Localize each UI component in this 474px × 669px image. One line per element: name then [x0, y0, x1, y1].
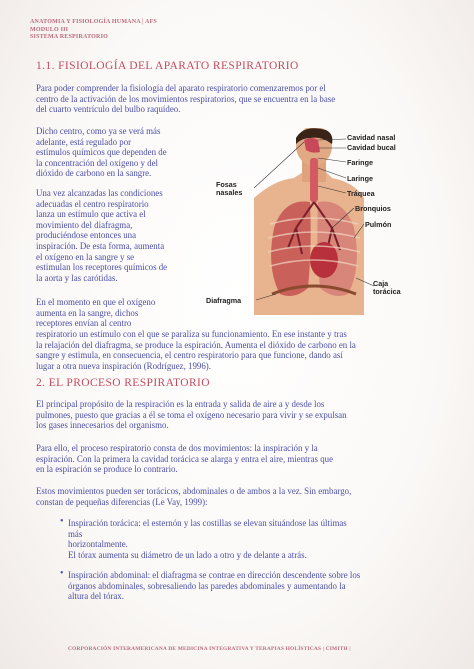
text-line: Inspiración abdominal: el diafragma se contrae en dirección descendente sobre los — [68, 570, 361, 580]
text-line: Dicho centro, como ya se verá más — [36, 126, 161, 136]
section-2-paragraph-2 — [36, 443, 438, 475]
text-line: inspiración. De esta forma, aumenta — [36, 240, 165, 251]
section-1-paragraph-4-bottom — [36, 329, 438, 371]
text-line: constan de pequeñas diferencias (Le Vay, 1999): — [36, 496, 208, 507]
text-line: En el momento en que el oxígeno — [36, 297, 156, 307]
running-header — [30, 19, 157, 42]
text-line: espiración. Con la primera la cavidad torácica se alarga y entra el aire, mientras que — [36, 453, 334, 464]
text-line: dióxido de carbono en la sangre. — [36, 168, 152, 179]
page-footer: CORPORACIÓN INTERAMERICANA DE MEDICINA INTEGRATIVA Y TERAPIAS HOLÍSTICAS | CIMITH | — [68, 646, 351, 652]
label-line: Fosas — [216, 180, 237, 189]
text-line: altura del tórax. — [68, 591, 124, 602]
label-traquea: Tráquea — [347, 189, 375, 198]
text-line: Para poder comprender la fisiología del aparato respiratorio comenzaremos por el — [36, 83, 326, 93]
label-line: Caja — [373, 279, 389, 288]
section-2-paragraph-3 — [36, 486, 438, 507]
label-pulmon: Pulmón — [365, 220, 392, 229]
section-1-paragraph-1 — [36, 83, 436, 115]
label-line: nasales — [216, 188, 243, 197]
section-2-paragraph-1 — [36, 399, 438, 431]
text-line: Inspiración torácica: el esternón y las costillas se elevan situándose las últimas — [68, 518, 347, 528]
header-line-1: ANATOMIA Y FISIOLOGÍA HUMANA | AFS — [30, 19, 157, 25]
text-line: adelante, está regulado por — [36, 136, 132, 147]
text-line: respiratorio un estímulo con el que se paraliza su funcionamiento. En ese instante y tras — [36, 329, 347, 339]
text-line: horizontalmente. — [68, 539, 128, 550]
section-1-title: 1.1. FISIOLOGÍA DEL APARATO RESPIRATORIO — [36, 60, 299, 72]
text-line: los gases innecesarios del organismo. — [36, 420, 169, 431]
label-line: torácica — [373, 287, 401, 296]
text-line: Estos movimientos pueden ser torácicos, abdominales o de ambos a la vez. Sin embargo, — [36, 486, 352, 496]
header-line-2: MODULO III — [30, 26, 69, 33]
text-line: lanza un estímulo que activa el — [36, 209, 146, 220]
bullet-item-abdominal — [68, 570, 438, 602]
text-line: receptores envían al centro — [36, 318, 132, 329]
respiratory-illustration — [214, 128, 452, 315]
bullet-icon: • — [60, 568, 64, 579]
text-line: el oxígeno en la sangre y se — [36, 251, 135, 262]
text-line: órganos abdominales, sobresaliendo las paredes abdominales y aumentando la — [68, 580, 346, 591]
label-faringe: Faringe — [347, 158, 373, 167]
text-line: estímulos químicos que dependen de — [36, 147, 167, 158]
respiratory-system-figure — [206, 128, 452, 315]
text-line: El principal propósito de la respiración es la entrada y salida de aire a y desde los — [36, 399, 325, 409]
text-line: en la espiración se produce lo contrario. — [36, 464, 178, 475]
bullet-item-thoracic — [68, 518, 438, 560]
text-line: movimiento del diafragma, — [36, 219, 133, 230]
text-line: estimulan los receptores químicos de — [36, 262, 168, 273]
section-2-title: 2. EL PROCESO RESPIRATORIO — [36, 377, 210, 389]
text-line: Para ello, el proceso respiratorio consta de dos movimientos: la inspiración y la — [36, 443, 318, 453]
label-caja-toracica — [373, 280, 401, 296]
text-line: pulmones, puesto que gracias a él se toma el oxígeno necesario para vivir y se expulsan — [36, 409, 347, 420]
label-fosas-nasales — [216, 181, 242, 197]
text-line: del cuarto ventrículo del bulbo raquídeo. — [36, 104, 181, 115]
text-line: produciéndose entonces una — [36, 230, 137, 241]
label-bronquios: Bronquios — [355, 204, 391, 213]
label-diafragma: Diafragma — [206, 296, 242, 305]
text-line: sangre y estimula, en consecuencia, el centro respiratorio para que funcione, dando así — [36, 350, 343, 361]
section-1-paragraph-2 — [36, 126, 206, 179]
text-line: aumenta en la sangre, dichos — [36, 307, 139, 318]
text-line: El tórax aumenta su diámetro de un lado a otro y de delante a atrás. — [68, 549, 307, 560]
text-line: la aorta y las carótidas. — [36, 272, 118, 283]
section-1-paragraph-4-top — [36, 297, 206, 329]
header-line-3: SISTEMA RESPIRATORIO — [30, 34, 108, 40]
bullet-icon: • — [60, 516, 64, 527]
text-line: la concentración del oxígeno y del — [36, 157, 158, 168]
text-line: más — [68, 528, 83, 539]
text-line: la relajación del diafragma, se produce la espiración. Aumenta el dióxido de carbono en la — [36, 339, 356, 350]
section-1-paragraph-3 — [36, 188, 206, 283]
text-line: adecuadas el centro respiratorio — [36, 198, 149, 209]
label-laringe: Laringe — [347, 174, 373, 183]
text-line: Una vez alcanzadas las condiciones — [36, 188, 163, 198]
text-line: lugar a otra nueva inspiración (Rodríguez, 1996). — [36, 360, 211, 371]
text-line: centro de la activación de los movimientos respiratorios, que se encuentra en la base — [36, 93, 336, 104]
label-cavidad-nasal: Cavidad nasal — [347, 133, 396, 142]
label-cavidad-bucal: Cavidad bucal — [347, 143, 396, 152]
